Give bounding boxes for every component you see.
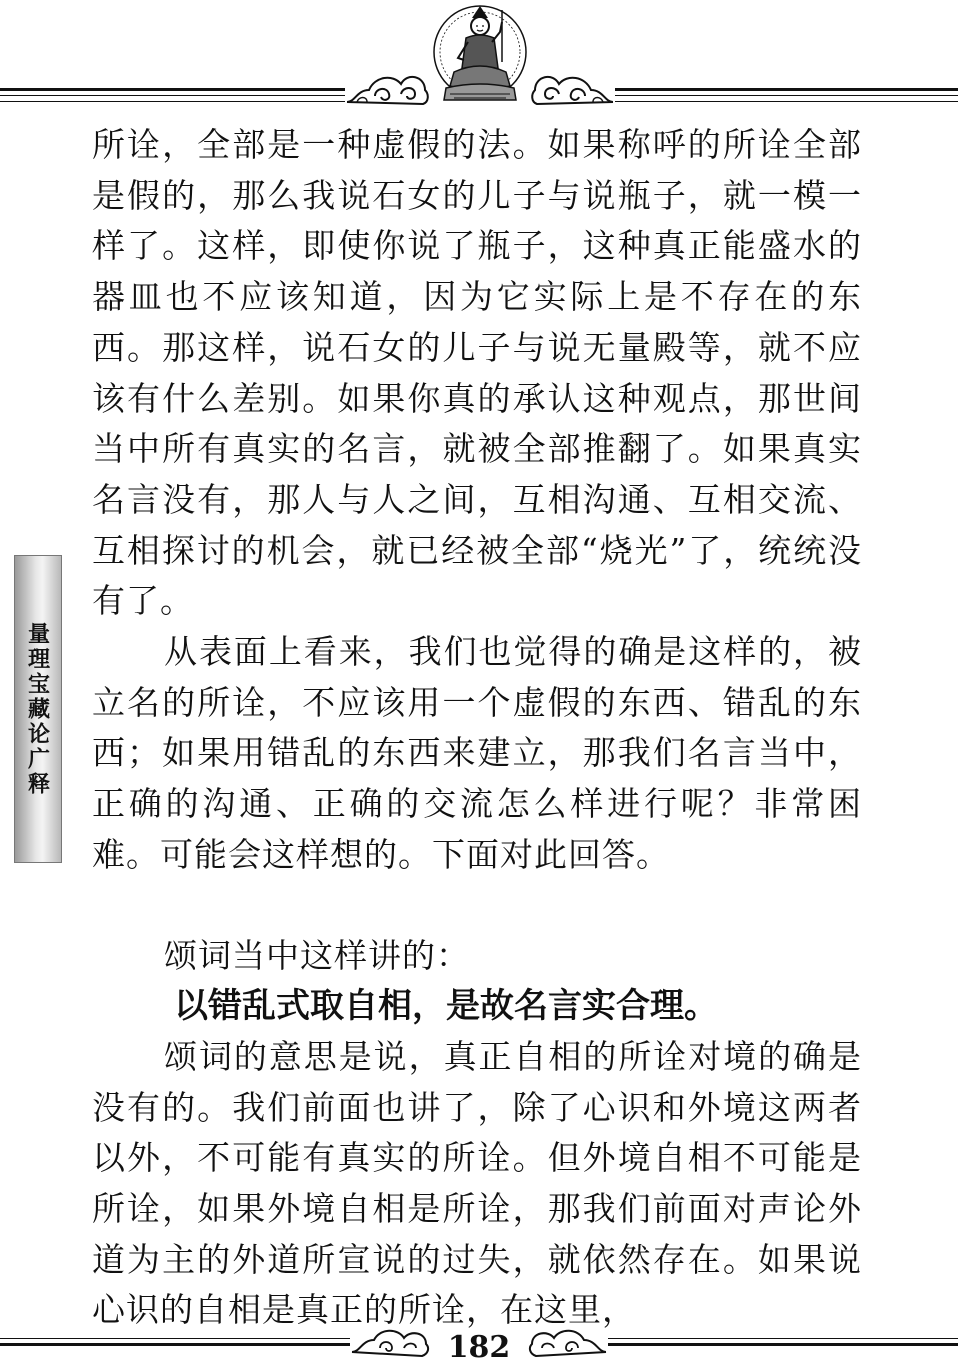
header-rule-left-thin-2 <box>0 101 345 102</box>
padmasambhava-figure-icon <box>428 2 532 106</box>
side-tab-label: 量理宝藏论广释 <box>24 621 51 797</box>
header-rule-left-thin <box>0 95 345 96</box>
verse-intro: 颂词当中这样讲的： <box>164 935 470 975</box>
body-text <box>92 120 862 1336</box>
header-rule-right <box>615 88 958 91</box>
side-tab <box>14 555 62 863</box>
verse-line: 以错乱式取自相，是故名言实合理。 <box>174 986 718 1027</box>
footer <box>0 1322 958 1369</box>
paragraph: 所诠，全部是一种虚假的法。如果称呼的所诠全部是假的，那么我说石女的儿子与说瓶子，就一模一样了。这样，即使你说了瓶子，这种真正能盛水的器皿也不应该知道，因为它实际上是不存在的东西。那这样，说石女的儿子与说无量殿等，就不应该有什么差别。如果你真的承认这种观点，那世间当中所有真实的名言，就被全部推翻了。如果真实名言没有，那人与人之间，互相沟通、互相交流、互相探讨的机会，就已经被全部“烧光”了，统统没有了。 <box>92 125 862 621</box>
header-rule-right-thin-2 <box>615 101 958 102</box>
header-ornament <box>0 0 958 110</box>
cloud-scroll-right-icon <box>530 62 615 108</box>
paragraph: 颂词的意思是说，真正自相的所诠对境的确是没有的。我们前面也讲了，除了心识和外境这两者以外，不可能有真实的所诠。但外境自相不可能是所诠，如果外境自相是所诠，那我们前面对声论外道为主的外道所宣说的过失，就依然存在。如果说心识的自相是真正的所诠，在这里， <box>92 1036 862 1330</box>
header-rule-right-thin <box>615 95 958 96</box>
header-rule-left <box>0 88 345 91</box>
page-number: 182 <box>447 1330 511 1365</box>
cloud-scroll-left-icon <box>345 62 430 108</box>
paragraph: 从表面上看来，我们也觉得的确是这样的，被立名的所诠，不应该用一个虚假的东西、错乱的东西；如果用错乱的东西来建立，那我们名言当中，正确的沟通、正确的交流怎么样进行呢？非常困难。可能会这样想的。下面对此回答。 <box>92 632 862 874</box>
